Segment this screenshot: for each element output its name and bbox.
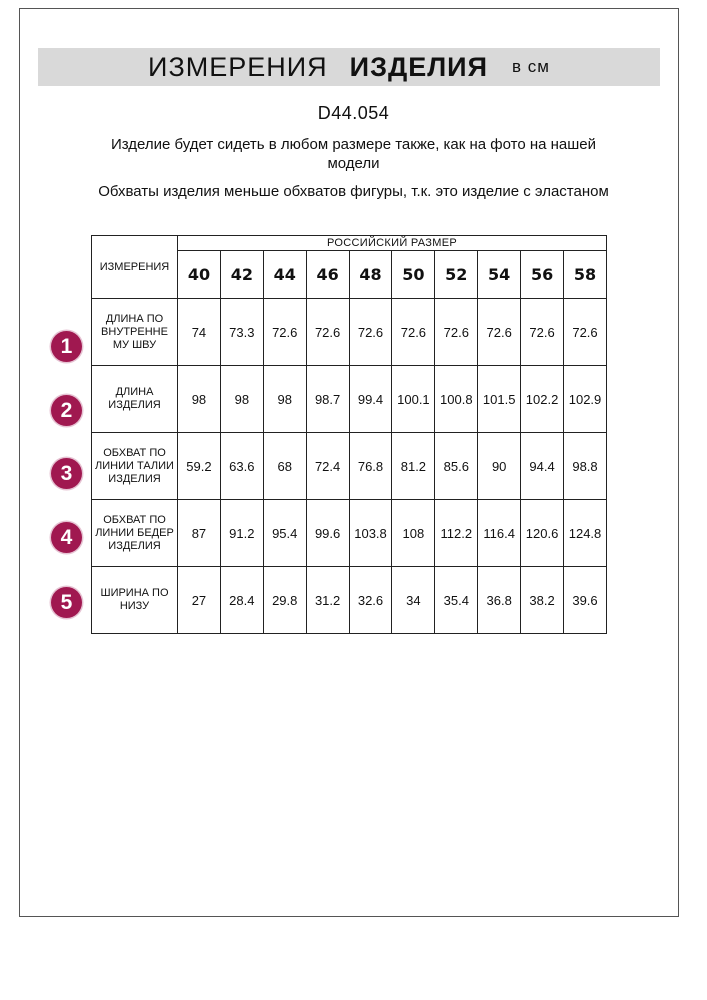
size-header: 52 (435, 251, 478, 299)
table-row (92, 366, 607, 433)
measure-value: 91.2 (220, 500, 263, 567)
size-table (91, 235, 607, 634)
measure-value: 112.2 (435, 500, 478, 567)
measure-value: 108 (392, 500, 435, 567)
measure-value: 98.8 (564, 433, 607, 500)
measure-value: 36.8 (478, 567, 521, 634)
size-header: 48 (349, 251, 392, 299)
measure-label: ДЛИНА ПО ВНУТРЕННЕ МУ ШВУ (92, 299, 178, 366)
measure-value: 68 (263, 433, 306, 500)
measure-value: 102.9 (564, 366, 607, 433)
size-header: 54 (478, 251, 521, 299)
measure-value: 99.4 (349, 366, 392, 433)
measure-value: 72.6 (349, 299, 392, 366)
measure-value: 98 (178, 366, 221, 433)
table-row (92, 500, 607, 567)
measure-value: 28.4 (220, 567, 263, 634)
measure-value: 72.4 (306, 433, 349, 500)
measure-label: ОБХВАТ ПО ЛИНИИ ТАЛИИ ИЗДЕЛИЯ (92, 433, 178, 500)
measure-value: 72.6 (392, 299, 435, 366)
measure-value: 98 (263, 366, 306, 433)
row-number-badge: 5 (51, 587, 82, 618)
measure-label: ДЛИНА ИЗДЕЛИЯ (92, 366, 178, 433)
measure-value: 72.6 (478, 299, 521, 366)
measure-value: 35.4 (435, 567, 478, 634)
measure-value: 85.6 (435, 433, 478, 500)
measure-value: 74 (178, 299, 221, 366)
measure-value: 59.2 (178, 433, 221, 500)
measure-value: 103.8 (349, 500, 392, 567)
title-part2: ИЗДЕЛИЯ (349, 51, 488, 82)
table-row (92, 299, 607, 366)
measure-value: 72.6 (564, 299, 607, 366)
measure-value: 72.6 (263, 299, 306, 366)
measure-value: 100.8 (435, 366, 478, 433)
measure-value: 116.4 (478, 500, 521, 567)
measure-label: ОБХВАТ ПО ЛИНИИ БЕДЕР ИЗДЕЛИЯ (92, 500, 178, 567)
measure-value: 90 (478, 433, 521, 500)
measure-value: 99.6 (306, 500, 349, 567)
size-header: 46 (306, 251, 349, 299)
size-header: 50 (392, 251, 435, 299)
row-number-badge: 1 (51, 331, 82, 362)
measure-header: ИЗМЕРЕНИЯ (92, 236, 178, 299)
size-header: 56 (521, 251, 564, 299)
measure-value: 27 (178, 567, 221, 634)
table-row (92, 433, 607, 500)
measure-value: 34 (392, 567, 435, 634)
table-body (92, 299, 607, 634)
row-number-badge: 4 (51, 522, 82, 553)
measure-value: 98.7 (306, 366, 349, 433)
size-header: 40 (178, 251, 221, 299)
measure-value: 102.2 (521, 366, 564, 433)
measure-value: 72.6 (521, 299, 564, 366)
measure-value: 39.6 (564, 567, 607, 634)
measure-value: 32.6 (349, 567, 392, 634)
measure-value: 76.8 (349, 433, 392, 500)
size-header: 42 (220, 251, 263, 299)
note-elastane: Обхваты изделия меньше обхватов фигуры, т.к. это изделие с эластаном (98, 183, 609, 200)
measure-value: 29.8 (263, 567, 306, 634)
measure-value: 31.2 (306, 567, 349, 634)
size-header: 58 (564, 251, 607, 299)
measure-value: 72.6 (435, 299, 478, 366)
row-number-badge: 2 (51, 395, 82, 426)
measure-value: 73.3 (220, 299, 263, 366)
measure-value: 120.6 (521, 500, 564, 567)
measure-label: ШИРИНА ПО НИЗУ (92, 567, 178, 634)
measure-value: 87 (178, 500, 221, 567)
table-row (92, 567, 607, 634)
row-number-badge: 3 (51, 458, 82, 489)
measure-value: 38.2 (521, 567, 564, 634)
title-banner (38, 48, 660, 86)
measure-value: 94.4 (521, 433, 564, 500)
size-group-header: РОССИЙСКИЙ РАЗМЕР (178, 236, 607, 251)
title-unit: в см (512, 57, 550, 76)
measure-value: 72.6 (306, 299, 349, 366)
measure-value: 124.8 (564, 500, 607, 567)
measure-value: 100.1 (392, 366, 435, 433)
measure-value: 98 (220, 366, 263, 433)
title-part1: ИЗМЕРЕНИЯ (148, 51, 328, 82)
product-code: D44.054 (317, 103, 390, 123)
size-header: 44 (263, 251, 306, 299)
measure-value: 81.2 (392, 433, 435, 500)
measure-value: 95.4 (263, 500, 306, 567)
measure-value: 101.5 (478, 366, 521, 433)
note-fit: Изделие будет сидеть в любом размере также, как на фото на нашей модели (110, 136, 597, 172)
measure-value: 63.6 (220, 433, 263, 500)
group-header-row (92, 236, 607, 251)
